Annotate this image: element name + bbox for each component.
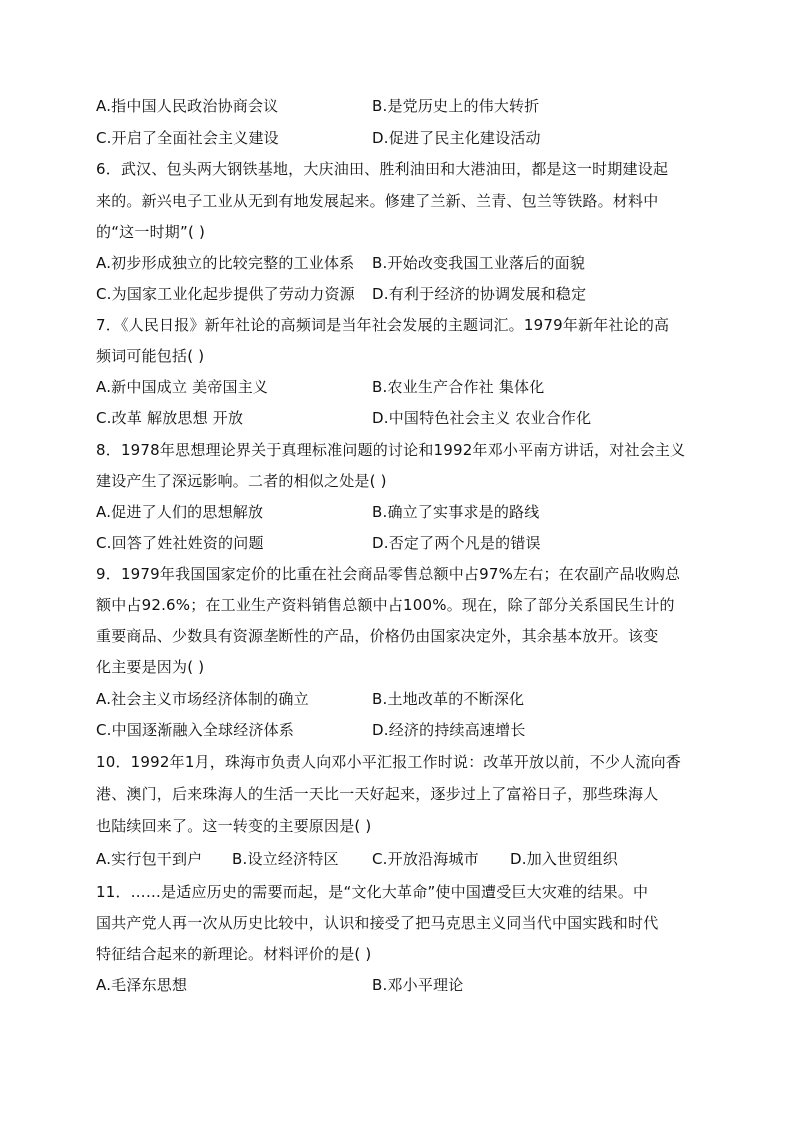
q9-stem-line1: 9．1979年我国国家定价的比重在社会商品零售总额中占97%左右；在农副产品收购总 (96, 565, 681, 583)
q10-stem-line2: 港、澳门，后来珠海人的生活一天比一天好起来，逐步过上了富裕日子，那些珠海人 (96, 785, 659, 803)
q7-stem-line2: 频词可能包括( ) (96, 347, 205, 365)
q6-stem-line1: 6．武汉、包头两大钢铁基地，大庆油田、胜利油田和大港油田，都是这一时期建设起 (96, 160, 669, 178)
q8-option-d: D.否定了两个凡是的错误 (372, 534, 541, 552)
q7-stem-line1: 7．《人民日报》新年社论的高频词是当年社会发展的主题词汇。1979年新年社论的高 (96, 316, 670, 334)
q5-option-b: B.是党历史上的伟大转折 (372, 97, 540, 115)
q10-stem-line1: 10．1992年1月，珠海市负责人向邓小平汇报工作时说：改革开放以前，不少人流向香 (96, 753, 682, 771)
q9-stem-line2: 额中占92.6%；在工业生产资料销售总额中占100%。现在，除了部分关系国民生计的 (96, 596, 675, 614)
q8-option-b: B.确立了实事求是的路线 (372, 503, 540, 521)
q9-stem-line4: 化主要是因为( ) (96, 658, 205, 676)
q7-option-a: A.新中国成立 美帝国主义 (96, 378, 269, 396)
q8-option-a: A.促进了人们的思想解放 (96, 503, 264, 521)
q9-option-c: C.中国逐渐融入全球经济体系 (96, 721, 295, 739)
q6-option-c: C.为国家工业化起步提供了劳动力资源 (96, 285, 355, 303)
q5-option-d: D.促进了民主化建设活动 (372, 129, 541, 147)
q8-stem-line1: 8．1978年思想理论界关于真理标准问题的讨论和1992年邓小平南方讲话，对社会主义 (96, 441, 686, 459)
q9-option-b: B.土地改革的不断深化 (372, 690, 525, 708)
q10-option-b: B.设立经济特区 (232, 850, 339, 868)
q9-option-d: D.经济的持续高速增长 (372, 721, 526, 739)
q8-option-c: C.回答了姓社姓资的问题 (96, 534, 264, 552)
q11-stem-line1: 11．……是适应历史的需要而起，是“文化大革命”使中国遭受巨大灾难的结果。中 (96, 883, 649, 901)
q6-option-a: A.初步形成独立的比较完整的工业体系 (96, 254, 355, 272)
q5-option-a: A.指中国人民政治协商会议 (96, 97, 279, 115)
q5-option-c: C.开启了全面社会主义建设 (96, 129, 279, 147)
q11-stem-line2: 国共产党人再一次从历史比较中，认识和接受了把马克思主义同当代中国实践和时代 (96, 914, 659, 932)
q7-option-b: B.农业生产合作社 集体化 (372, 378, 545, 396)
q10-option-c: C.开放沿海城市 (372, 850, 479, 868)
q7-option-c: C.改革 解放思想 开放 (96, 409, 244, 427)
q10-option-a: A.实行包干到户 (96, 850, 203, 868)
q11-option-b: B.邓小平理论 (372, 976, 464, 994)
q11-stem-line3: 特征结合起来的新理论。材料评价的是( ) (96, 945, 372, 963)
q10-option-d: D.加入世贸组织 (510, 850, 618, 868)
q9-option-a: A.社会主义市场经济体制的确立 (96, 690, 309, 708)
q6-stem-line2: 来的。新兴电子工业从无到有地发展起来。修建了兰新、兰青、包兰等铁路。材料中 (96, 192, 659, 210)
q9-stem-line3: 重要商品、少数具有资源垄断性的产品，价格仍由国家决定外，其余基本放开。该变 (96, 627, 659, 645)
q10-stem-line3: 也陆续回来了。这一转变的主要原因是( ) (96, 817, 372, 835)
q7-option-d: D.中国特色社会主义 农业合作化 (372, 409, 592, 427)
q6-option-b: B.开始改变我国工业落后的面貌 (372, 254, 586, 272)
q11-option-a: A.毛泽东思想 (96, 976, 188, 994)
q8-stem-line2: 建设产生了深远影响。二者的相似之处是( ) (96, 472, 387, 490)
q6-option-d: D.有利于经济的协调发展和稳定 (372, 285, 587, 303)
q6-stem-line3: 的“这一时期”( ) (96, 223, 206, 241)
